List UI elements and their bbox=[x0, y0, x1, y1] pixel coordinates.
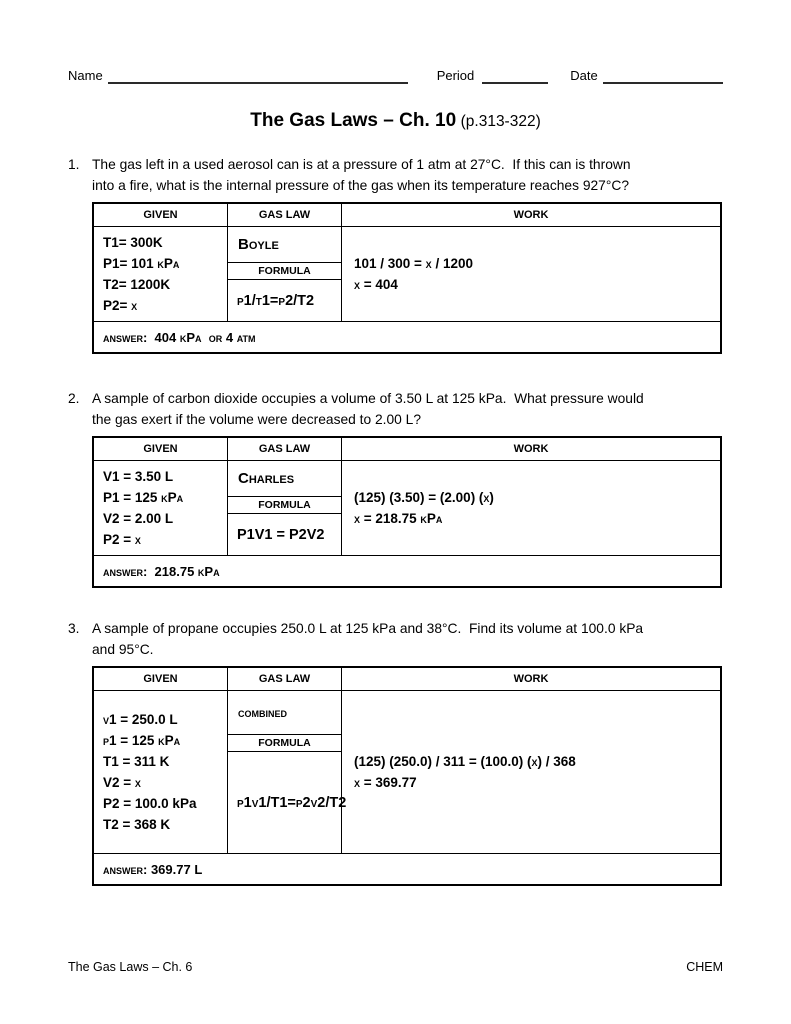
problem-3 bbox=[68, 618, 723, 886]
given-line: P1= 101 kPa bbox=[103, 256, 180, 271]
question-1 bbox=[68, 154, 723, 196]
given-cell bbox=[94, 691, 227, 853]
column-header-given: GIVEN bbox=[143, 673, 178, 685]
work-cell bbox=[342, 461, 720, 555]
given-line: v1 = 250.0 L bbox=[103, 712, 178, 727]
question-line: the gas exert if the volume were decreased to 2.00 L? bbox=[92, 412, 422, 427]
gas-law-table-2 bbox=[92, 436, 722, 588]
work-line: x = 369.77 bbox=[354, 775, 417, 790]
title-text: The Gas Laws – Ch. 10 bbox=[250, 110, 457, 131]
column-header-work: WORK bbox=[513, 673, 549, 685]
column-header-gas-law: GAS LAW bbox=[227, 668, 342, 690]
column-header-gas-law: GAS LAW bbox=[227, 438, 342, 460]
formula-text: p1v1/T1=p2v2/T2 bbox=[237, 794, 347, 811]
formula-label: FORMULA bbox=[228, 262, 341, 280]
answer-text: answer: 404 kPa or 4 atm bbox=[103, 329, 256, 345]
question-2 bbox=[68, 388, 723, 430]
given-cell bbox=[94, 461, 227, 555]
law-name: Boyle bbox=[238, 236, 279, 253]
table-header-row bbox=[94, 204, 720, 227]
question-line: into a fire, what is the internal pressure of the gas when its temperature reaches 927°C? bbox=[92, 178, 629, 193]
given-line: T1= 300K bbox=[103, 235, 163, 250]
footer-right-text: CHEM bbox=[686, 960, 723, 974]
column-header-work: WORK bbox=[513, 443, 549, 455]
given-line: T2 = 368 K bbox=[103, 817, 171, 832]
column-header-work: WORK bbox=[513, 209, 549, 221]
given-line: P2 = x bbox=[103, 532, 141, 547]
answer-row bbox=[94, 555, 720, 586]
answer-row bbox=[94, 321, 720, 352]
question-text bbox=[92, 618, 723, 660]
given-line: V2 = x bbox=[103, 775, 141, 790]
name-blank-line bbox=[108, 70, 408, 84]
question-number: 1. bbox=[68, 157, 80, 172]
table-header-row bbox=[94, 438, 720, 461]
work-line: 101 / 300 = x / 1200 bbox=[354, 256, 473, 271]
column-header-given: GIVEN bbox=[143, 209, 178, 221]
period-label: Period bbox=[436, 68, 475, 83]
law-name: combined bbox=[238, 705, 287, 720]
given-line: T1 = 311 K bbox=[103, 754, 170, 769]
question-3 bbox=[68, 618, 723, 660]
question-number: 2. bbox=[68, 391, 80, 406]
question-line: A sample of propane occupies 250.0 L at 125 kPa and 38°C. Find its volume at 100.0 kPa bbox=[92, 621, 644, 636]
given-line: P2 = 100.0 kPa bbox=[103, 796, 197, 811]
question-number: 3. bbox=[68, 621, 80, 636]
problem-1 bbox=[68, 154, 723, 354]
name-label: Name bbox=[68, 68, 103, 83]
table-header-row bbox=[94, 668, 720, 691]
footer-left-text: The Gas Laws – Ch. 6 bbox=[68, 960, 193, 974]
formula-area bbox=[228, 280, 341, 321]
work-line: (125) (250.0) / 311 = (100.0) (x) / 368 bbox=[354, 754, 576, 769]
formula-text: P1V1 = P2V2 bbox=[237, 526, 325, 543]
gas-law-cell bbox=[227, 691, 347, 853]
question-line: The gas left in a used aerosol can is at a pressure of 1 atm at 27°C. If this can is thrown bbox=[92, 157, 631, 172]
table-body-row bbox=[94, 691, 720, 853]
gas-law-table-3 bbox=[92, 666, 722, 886]
formula-label: FORMULA bbox=[228, 734, 341, 752]
gas-law-table-1 bbox=[92, 202, 722, 354]
given-cell bbox=[94, 227, 227, 321]
work-line: x = 218.75 kPa bbox=[354, 511, 443, 526]
given-line: P2= x bbox=[103, 298, 138, 313]
work-cell bbox=[342, 227, 720, 321]
table-body-row bbox=[94, 461, 720, 555]
question-line: and 95°C. bbox=[92, 642, 154, 657]
question-line: A sample of carbon dioxide occupies a volume of 3.50 L at 125 kPa. What pressure would bbox=[92, 391, 644, 406]
header-fields bbox=[68, 66, 723, 84]
formula-text: p1/t1=p2/T2 bbox=[237, 292, 315, 309]
date-blank-line bbox=[603, 70, 723, 84]
question-text bbox=[92, 388, 723, 430]
period-blank-line bbox=[482, 70, 548, 84]
title-pages-ref: (p.313-322) bbox=[460, 113, 541, 130]
given-line: V2 = 2.00 L bbox=[103, 511, 174, 526]
given-line: V1 = 3.50 L bbox=[103, 469, 174, 484]
answer-text: answer: 369.77 L bbox=[103, 861, 203, 877]
question-text bbox=[92, 154, 723, 196]
gas-law-cell bbox=[227, 227, 342, 321]
page-footer bbox=[68, 960, 723, 974]
formula-label: FORMULA bbox=[228, 496, 341, 514]
given-line: P1 = 125 kPa bbox=[103, 490, 184, 505]
answer-row bbox=[94, 853, 720, 884]
work-cell bbox=[342, 691, 720, 853]
formula-area bbox=[228, 514, 341, 555]
work-line: x = 404 bbox=[354, 277, 398, 292]
column-header-given: GIVEN bbox=[143, 443, 178, 455]
given-line: p1 = 125 kPa bbox=[103, 733, 181, 748]
column-header-gas-law: GAS LAW bbox=[227, 204, 342, 226]
date-label: Date bbox=[570, 68, 598, 83]
answer-text: answer: 218.75 kPa bbox=[103, 563, 220, 579]
table-body-row bbox=[94, 227, 720, 321]
work-line: (125) (3.50) = (2.00) (x) bbox=[354, 490, 494, 505]
law-name: Charles bbox=[238, 470, 295, 487]
problem-2 bbox=[68, 388, 723, 588]
given-line: T2= 1200K bbox=[103, 277, 171, 292]
page-title bbox=[0, 108, 791, 135]
formula-area bbox=[228, 752, 347, 853]
gas-law-cell bbox=[227, 461, 342, 555]
